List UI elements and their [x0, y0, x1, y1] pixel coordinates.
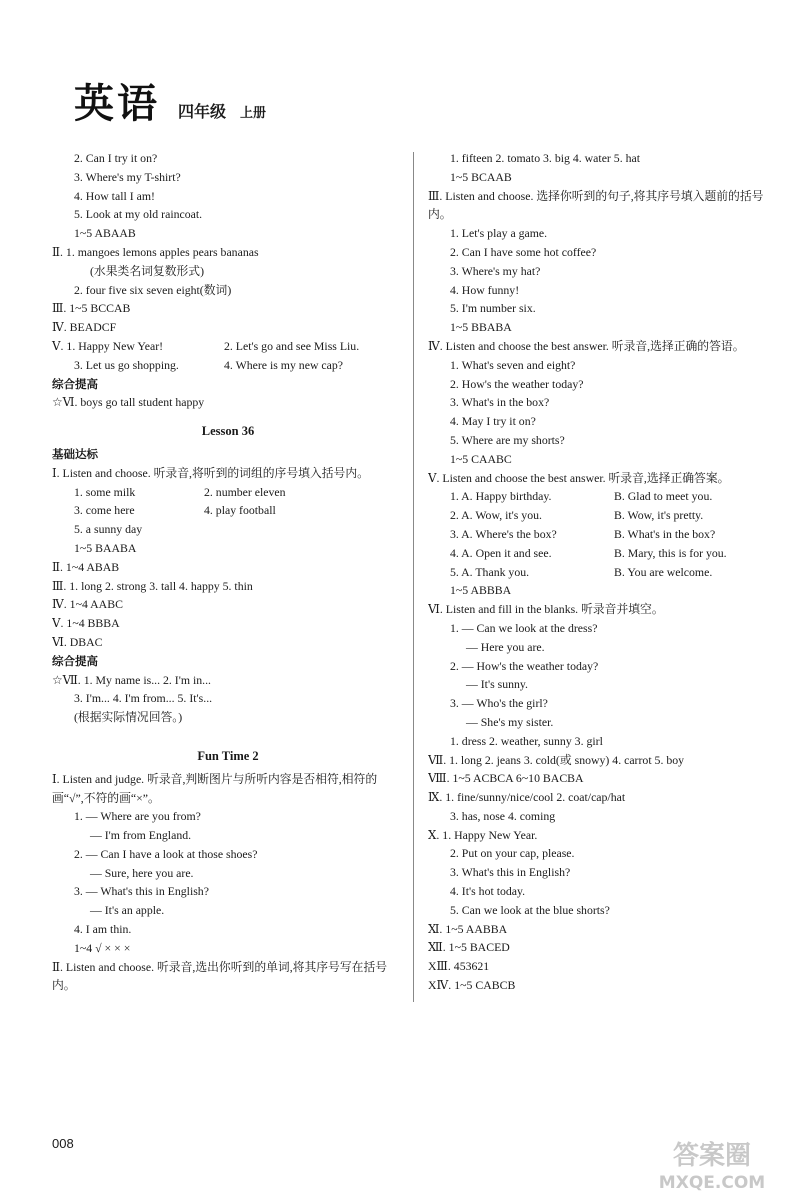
answer-cell: 2. number eleven [204, 484, 286, 499]
answer-row [428, 563, 783, 582]
answer-note: (根据实际情况回答。) [74, 710, 183, 725]
answer-line: Ⅹ. 1. Happy New Year. [428, 827, 538, 842]
answer-line: 2. Put on your cap, please. [450, 846, 575, 861]
grade-label: 四年级 [178, 102, 227, 121]
section-heading: 综合提高 [52, 653, 98, 668]
question-line: Ⅰ. Listen and judge. 听录音,判断图片与所听内容是否相符,相符的画“√”,不符的画“×”。 [52, 771, 378, 805]
left-column [52, 149, 404, 995]
answer-row [52, 337, 404, 356]
answer-line: — I'm from England. [90, 828, 192, 843]
question-line: Ⅵ. Listen and fill in the blanks. 听录音并填空。 [428, 602, 664, 617]
question-line: Ⅱ. Listen and choose. 听录音,选出你听到的单词,将其序号写在括号内。 [52, 959, 388, 993]
watermark-top: 答案圈 [672, 1141, 752, 1171]
answer-row [52, 483, 404, 502]
answer-cell: 4. play football [204, 503, 276, 518]
answer-line: 1. fifteen 2. tomato 3. big 4. water 5. hat [450, 151, 641, 165]
answer-line: ☆Ⅶ. 1. My name is... 2. I'm in... [52, 672, 211, 687]
answer-line: Ⅳ. 1~4 AABC [52, 597, 123, 612]
answer-line: 5. a sunny day [74, 522, 143, 537]
answer-line: Ⅺ. 1~5 AABBA [428, 921, 508, 936]
option-b: B. You are welcome. [614, 564, 713, 579]
answer-line: XⅢ. 453621 [428, 959, 490, 974]
answer-line: Ⅱ. 1. mangoes lemons apples pears bananas [52, 244, 259, 259]
answer-line: 4. How funny! [450, 282, 520, 297]
answer-row [428, 525, 783, 544]
answer-line: — It's an apple. [90, 903, 165, 918]
answer-line: XⅣ. 1~5 CABCB [428, 978, 516, 993]
answer-line: 2. four five six seven eight(数词) [74, 282, 232, 297]
option-a: 4. A. Open it and see. [450, 545, 552, 560]
question-line: Ⅲ. Listen and choose. 选择你听到的句子,将其序号填入题前的括号内。 [428, 188, 764, 222]
answer-line: 1~5 ABAAB [74, 226, 136, 241]
answer-line: 5. I'm number six. [450, 301, 536, 316]
answer-line: — Sure, here you are. [90, 865, 194, 880]
subject-title: 英语 [74, 81, 160, 127]
option-b: B. Mary, this is for you. [614, 545, 727, 560]
question-line: Ⅰ. Listen and choose. 听录音,将听到的词组的序号填入括号内。 [52, 465, 369, 480]
answer-line: 1. Let's play a game. [450, 226, 548, 241]
answer-line: 3. What's in the box? [450, 395, 550, 410]
answer-line: 2. — How's the weather today? [450, 658, 599, 673]
answer-line: Ⅸ. 1. fine/sunny/nice/cool 2. coat/cap/hat [428, 790, 626, 805]
term-label: 上册 [240, 106, 267, 121]
answer-line: 1~5 BBABA [450, 320, 512, 335]
answer-line: 2. — Can I have a look at those shoes? [74, 846, 258, 861]
answer-line: 3. What's this in English? [450, 865, 571, 880]
answer-line: Ⅱ. 1~4 ABAB [52, 559, 120, 574]
answer-line: 4. I am thin. [74, 922, 132, 937]
answer-line: 1~4 √ × × × [74, 940, 131, 955]
answer-line: 1. — Where are you from? [74, 809, 201, 824]
answer-cell: 3. Let us go shopping. [74, 357, 179, 372]
answer-line: ☆Ⅵ. boys go tall student happy [52, 395, 205, 410]
option-b: B. What's in the box? [614, 526, 716, 541]
option-a: 1. A. Happy birthday. [450, 489, 552, 504]
answer-line: 5. Where are my shorts? [450, 432, 565, 447]
option-a: 5. A. Thank you. [450, 564, 530, 579]
column-divider [413, 152, 414, 1002]
answer-line: Ⅷ. 1~5 ACBCA 6~10 BACBA [428, 771, 584, 786]
answer-line: 3. — Who's the girl? [450, 696, 548, 711]
answer-cell: 3. come here [74, 503, 135, 518]
answer-line: 1~5 BAABA [74, 540, 137, 555]
question-line: Ⅴ. Listen and choose the best answer. 听录音,选择正确答案。 [428, 470, 730, 485]
answer-line: 3. I'm... 4. I'm from... 5. It's... [74, 691, 213, 706]
option-b: B. Wow, it's pretty. [614, 508, 704, 523]
lesson-title: Fun Time 2 [197, 748, 259, 763]
answer-line: Ⅳ. BEADCF [52, 320, 117, 335]
answer-line: Ⅲ. 1~5 BCCAB [52, 301, 131, 316]
section-heading: 综合提高 [52, 376, 98, 391]
answer-line: 3. Where's my T-shirt? [74, 169, 181, 184]
section-heading: 基础达标 [52, 446, 98, 461]
answer-row [428, 487, 783, 506]
answer-row [52, 356, 404, 375]
answer-line: 1. What's seven and eight? [450, 357, 576, 372]
answer-line: — She's my sister. [466, 714, 554, 729]
answer-line: 3. — What's this in English? [74, 884, 209, 899]
answer-line: 2. How's the weather today? [450, 376, 584, 391]
answer-line: 2. Can I have some hot coffee? [450, 244, 597, 259]
watermark-bottom: MXQE.COM [658, 1173, 766, 1193]
answer-line: Ⅻ. 1~5 BACED [428, 940, 510, 955]
answer-row [52, 501, 404, 520]
answer-line: Ⅵ. DBAC [52, 634, 103, 649]
answer-line: Ⅴ. 1~4 BBBA [52, 616, 120, 631]
answer-line: 3. Where's my hat? [450, 263, 541, 278]
option-a: 3. A. Where's the box? [450, 526, 557, 541]
answer-line: Ⅲ. 1. long 2. strong 3. tall 4. happy 5. thin [52, 578, 253, 593]
answer-line: 1~5 CAABC [450, 451, 512, 466]
answer-row [428, 544, 783, 563]
answer-line: 2. Can I try it on? [74, 151, 158, 165]
answer-line: 3. has, nose 4. coming [450, 808, 556, 823]
question-line: Ⅳ. Listen and choose the best answer. 听录音,选择正确的答语。 [428, 338, 745, 353]
watermark-logo [637, 1134, 787, 1194]
page-number: 008 [52, 1136, 74, 1151]
option-a: 2. A. Wow, it's you. [450, 508, 542, 523]
answer-line: 1~5 ABBBA [450, 583, 512, 598]
answer-line: 4. It's hot today. [450, 884, 526, 899]
answer-line: Ⅶ. 1. long 2. jeans 3. cold(或 snowy) 4. carrot 5. boy [428, 752, 685, 767]
answer-note: (水果类名词复数形式) [90, 263, 205, 278]
right-column [428, 149, 783, 995]
answer-cell: 1. some milk [74, 484, 136, 499]
lesson-title: Lesson 36 [201, 424, 255, 439]
answer-line: — Here you are. [466, 639, 545, 654]
answer-line: 1. — Can we look at the dress? [450, 620, 598, 635]
answer-line: 4. How tall I am! [74, 188, 155, 203]
answer-line: 4. May I try it on? [450, 414, 536, 429]
answer-line: 1. dress 2. weather, sunny 3. girl [450, 733, 603, 748]
page-header [74, 81, 267, 134]
answer-line: 1~5 BCAAB [450, 169, 512, 184]
option-b: B. Glad to meet you. [614, 489, 713, 504]
answer-line: 5. Look at my old raincoat. [74, 207, 203, 222]
answer-cell: 4. Where is my new cap? [224, 357, 344, 372]
answer-line: 5. Can we look at the blue shorts? [450, 902, 610, 917]
answer-line: — It's sunny. [466, 677, 528, 692]
answer-row [428, 506, 783, 525]
answer-cell: Ⅴ. 1. Happy New Year! [52, 338, 164, 353]
answer-cell: 2. Let's go and see Miss Liu. [224, 338, 360, 353]
